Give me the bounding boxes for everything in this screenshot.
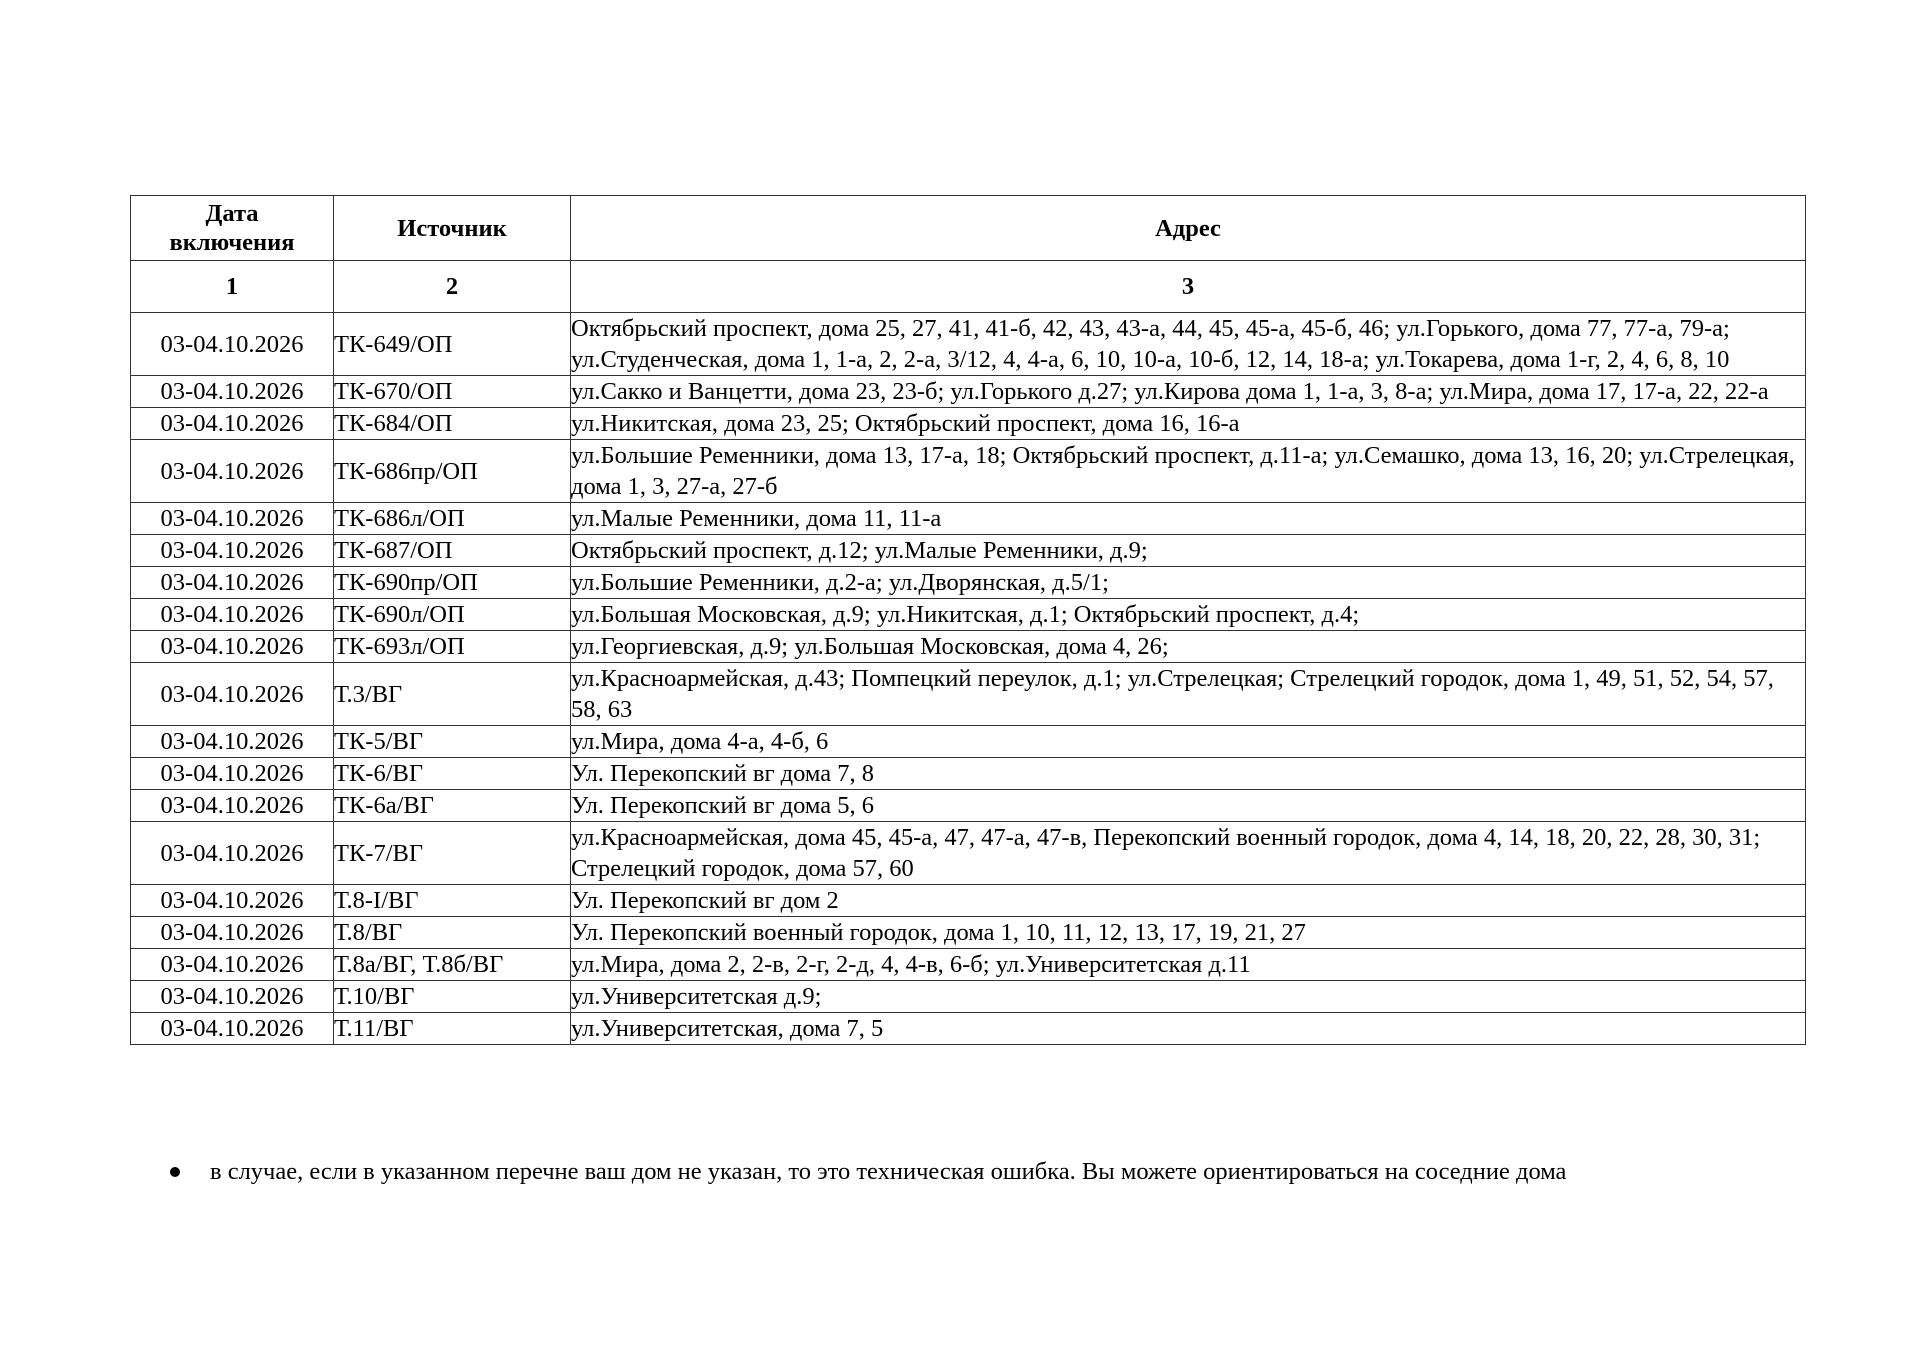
source-cell: ТК-684/ОП — [334, 408, 571, 440]
table-row — [131, 408, 1806, 440]
date-cell: 03-04.10.2026 — [131, 981, 334, 1013]
header-address: Адрес — [571, 196, 1806, 261]
source-cell: Т.3/ВГ — [334, 663, 571, 726]
address-cell: ул.Красноармейская, д.43; Помпецкий переулок, д.1; ул.Стрелецкая; Стрелецкий городок, дома 1, 49, 51, 52, 54, 57, 58, 63 — [571, 663, 1806, 726]
date-cell: 03-04.10.2026 — [131, 376, 334, 408]
table-row — [131, 790, 1806, 822]
address-cell: Ул. Перекопский военный городок, дома 1, 10, 11, 12, 13, 17, 19, 21, 27 — [571, 917, 1806, 949]
address-cell: ул.Георгиевская, д.9; ул.Большая Московская, дома 4, 26; — [571, 631, 1806, 663]
source-cell: Т.8-I/ВГ — [334, 885, 571, 917]
source-cell: ТК-7/ВГ — [334, 822, 571, 885]
footnote-text: в случае, если в указанном перечне ваш дом не указан, то это техническая ошибка. Вы можете ориентироваться на соседние дома — [210, 1158, 1567, 1185]
date-cell: 03-04.10.2026 — [131, 535, 334, 567]
table-row — [131, 885, 1806, 917]
date-cell: 03-04.10.2026 — [131, 949, 334, 981]
date-cell: 03-04.10.2026 — [131, 726, 334, 758]
outage-schedule-table — [130, 195, 1806, 1045]
table-row — [131, 599, 1806, 631]
address-cell: ул.Большая Московская, д.9; ул.Никитская, д.1; Октябрьский проспект, д.4; — [571, 599, 1806, 631]
address-cell: ул.Красноармейская, дома 45, 45-а, 47, 47-а, 47-в, Перекопский военный городок, дома 4, 14, 18, 20, 22, 28, 30, 31; Стрелецкий городок, дома 57, 60 — [571, 822, 1806, 885]
source-cell: ТК-670/ОП — [334, 376, 571, 408]
date-cell: 03-04.10.2026 — [131, 758, 334, 790]
address-cell: ул.Никитская, дома 23, 25; Октябрьский проспект, дома 16, 16-а — [571, 408, 1806, 440]
address-cell: ул.Сакко и Ванцетти, дома 23, 23-б; ул.Горького д.27; ул.Кирова дома 1, 1-а, 3, 8-а; ул.Мира, дома 17, 17-а, 22, 22-а — [571, 376, 1806, 408]
table-row — [131, 917, 1806, 949]
address-cell: ул.Мира, дома 4-а, 4-б, 6 — [571, 726, 1806, 758]
date-cell: 03-04.10.2026 — [131, 1013, 334, 1045]
table-row — [131, 822, 1806, 885]
header-date — [131, 196, 334, 261]
source-cell: Т.11/ВГ — [334, 1013, 571, 1045]
address-cell: Ул. Перекопский вг дома 5, 6 — [571, 790, 1806, 822]
source-cell: ТК-6/ВГ — [334, 758, 571, 790]
address-cell: Ул. Перекопский вг дом 2 — [571, 885, 1806, 917]
address-cell: ул.Большие Ременники, д.2-а; ул.Дворянская, д.5/1; — [571, 567, 1806, 599]
table-row — [131, 981, 1806, 1013]
date-cell: 03-04.10.2026 — [131, 885, 334, 917]
source-cell: ТК-5/ВГ — [334, 726, 571, 758]
table-row — [131, 313, 1806, 376]
bullet-icon — [170, 1167, 180, 1177]
table-row — [131, 949, 1806, 981]
source-cell: Т.8а/ВГ, Т.8б/ВГ — [334, 949, 571, 981]
source-cell: Т.10/ВГ — [334, 981, 571, 1013]
table-header-row — [131, 196, 1806, 261]
date-cell: 03-04.10.2026 — [131, 822, 334, 885]
source-cell: ТК-693л/ОП — [334, 631, 571, 663]
table-row — [131, 567, 1806, 599]
address-cell: ул.Мира, дома 2, 2-в, 2-г, 2-д, 4, 4-в, 6-б; ул.Университетская д.11 — [571, 949, 1806, 981]
header-date-line2: включения — [169, 229, 295, 256]
source-cell: ТК-687/ОП — [334, 535, 571, 567]
source-cell: ТК-686л/ОП — [334, 503, 571, 535]
footnote — [168, 1156, 1566, 1188]
table-row — [131, 535, 1806, 567]
address-cell: ул.Большие Ременники, дома 13, 17-а, 18; Октябрьский проспект, д.11-а; ул.Семашко, дома 13, 16, 20; ул.Стрелецкая, дома 1, 3, 27-а, 27-б — [571, 440, 1806, 503]
header-date-line1: Дата — [205, 200, 259, 227]
date-cell: 03-04.10.2026 — [131, 567, 334, 599]
header-source: Источник — [334, 196, 571, 261]
address-cell: ул.Малые Ременники, дома 11, 11-а — [571, 503, 1806, 535]
address-cell: Ул. Перекопский вг дома 7, 8 — [571, 758, 1806, 790]
address-cell: ул.Университетская, дома 7, 5 — [571, 1013, 1806, 1045]
column-number-row — [131, 261, 1806, 313]
date-cell: 03-04.10.2026 — [131, 790, 334, 822]
address-cell: Октябрьский проспект, д.12; ул.Малые Ременники, д.9; — [571, 535, 1806, 567]
address-cell: Октябрьский проспект, дома 25, 27, 41, 41-б, 42, 43, 43-а, 44, 45, 45-а, 45-б, 46; ул.Горького, дома 77, 77-а, 79-а; ул.Студенческая, дома 1, 1-а, 2, 2-а, 3/12, 4, 4-а, 6, 10, 10-а, 10-б, 12, 14, 18-а; ул.Токарева, дома 1-г, 2, 4, 6, 8, 10 — [571, 313, 1806, 376]
source-cell: ТК-6а/ВГ — [334, 790, 571, 822]
source-cell: ТК-649/ОП — [334, 313, 571, 376]
table-row — [131, 376, 1806, 408]
table-body — [131, 313, 1806, 1045]
date-cell: 03-04.10.2026 — [131, 663, 334, 726]
table-row — [131, 1013, 1806, 1045]
table-row — [131, 631, 1806, 663]
column-number-3: 3 — [571, 261, 1806, 313]
date-cell: 03-04.10.2026 — [131, 440, 334, 503]
date-cell: 03-04.10.2026 — [131, 408, 334, 440]
source-cell: ТК-690пр/ОП — [334, 567, 571, 599]
table-row — [131, 726, 1806, 758]
source-cell: ТК-690л/ОП — [334, 599, 571, 631]
source-cell: ТК-686пр/ОП — [334, 440, 571, 503]
date-cell: 03-04.10.2026 — [131, 631, 334, 663]
address-cell: ул.Университетская д.9; — [571, 981, 1806, 1013]
table-row — [131, 440, 1806, 503]
table-row — [131, 758, 1806, 790]
date-cell: 03-04.10.2026 — [131, 313, 334, 376]
date-cell: 03-04.10.2026 — [131, 917, 334, 949]
source-cell: Т.8/ВГ — [334, 917, 571, 949]
date-cell: 03-04.10.2026 — [131, 503, 334, 535]
column-number-1: 1 — [131, 261, 334, 313]
date-cell: 03-04.10.2026 — [131, 599, 334, 631]
column-number-2: 2 — [334, 261, 571, 313]
table-row — [131, 503, 1806, 535]
table-row — [131, 663, 1806, 726]
